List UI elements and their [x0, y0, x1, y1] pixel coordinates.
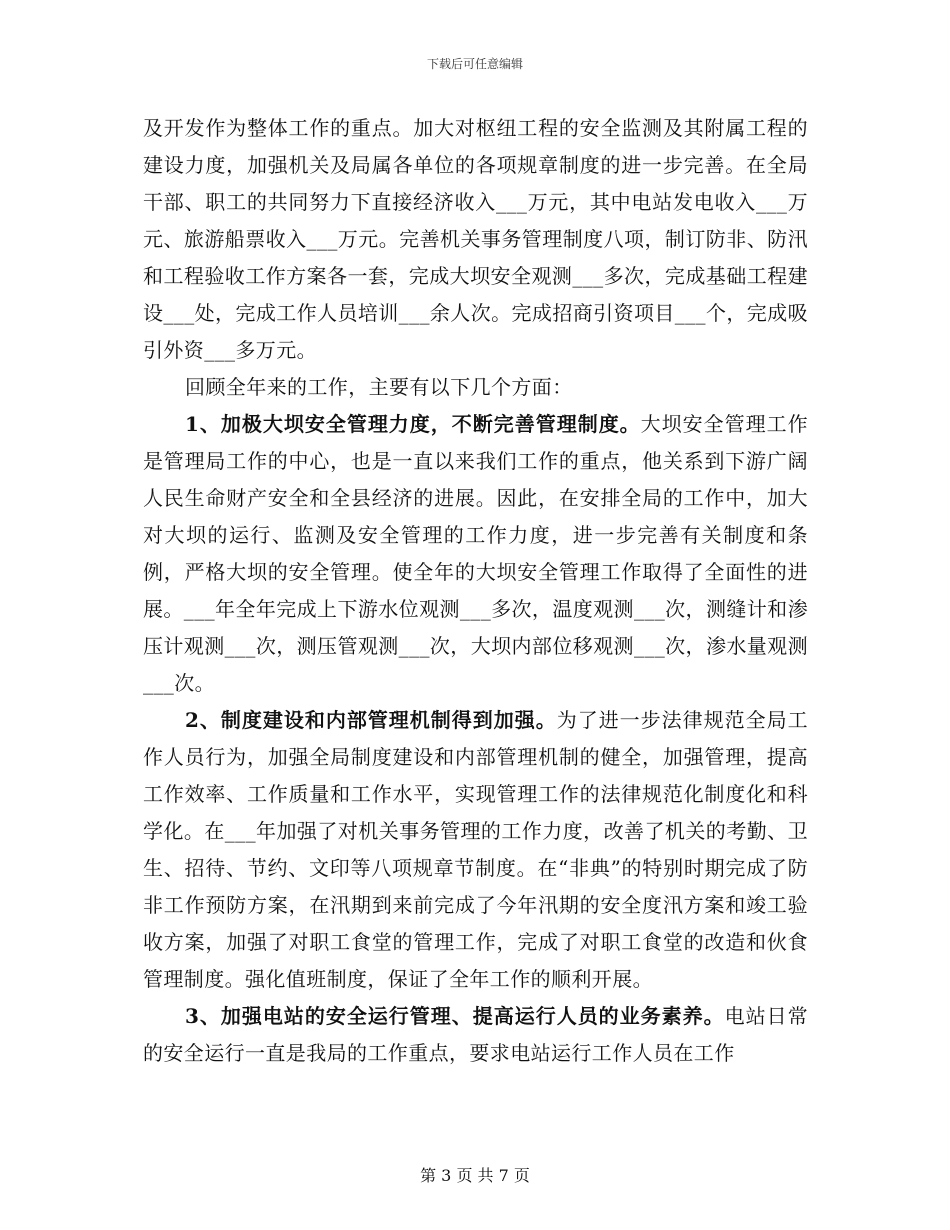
paragraph-text: 及开发作为整体工作的重点。加大对枢纽工程的安全监测及其附属工程的建设力度，加强机关及局属各单位的各项规章制度的进一步完善。在全局干部、职工的共同努力下直接经济收入___万元，其中电站发电收入___万元、旅游船票收入___万元。完善机关事务管理制度八项，制订防非、防汛和工程验收工作方案各一套，完成大坝安全观测___多次，完成基础工程建设___处，完成工作人员培训___余人次。完成招商引资项目___个，完成吸引外资___多万元。: [143, 116, 808, 362]
paragraph-section-3: [143, 998, 808, 1072]
paragraph-section-2: [143, 702, 808, 998]
paragraph-review: [143, 369, 808, 406]
paragraph-text: 回顾全年来的工作，主要有以下几个方面：: [185, 375, 573, 399]
paragraph-text: 大坝安全管理工作是管理局工作的中心，也是一直以来我们工作的重点，他关系到下游广阔人民生命财产安全和全县经济的进展。因此，在安排全局的工作中，加大对大坝的运行、监测及安全管理的工作力度，进一步完善有关制度和条例，严格大坝的安全管理。使全年的大坝安全管理工作取得了全面性的进展。___年全年完成上下游水位观测___多次，温度观测___次，测缝计和渗压计观测___次，测压管观测___次，大坝内部位移观测___次，渗水量观测___次。: [143, 412, 808, 695]
document-body: [143, 110, 808, 1072]
paragraph-text: 电站日常的安全运行一直是我局的工作重点，要求电站运行工作人员在工作: [143, 1004, 808, 1065]
page-number: 第 3 页 共 7 页: [420, 1166, 530, 1185]
paragraph-section-1: [143, 406, 808, 702]
paragraph-text: 为了进一步法律规范全局工作人员行为，加强全局制度建设和内部管理机制的健全，加强管理，提高工作效率、工作质量和工作水平，实现管理工作的法律规范化制度化和科学化。在___年加强了对机关事务管理的工作力度，改善了机关的考勤、卫生、招待、节约、文印等八项规章节制度。在“非典”的特别时期完成了防非工作预防方案，在汛期到来前完成了今年汛期的安全度汛方案和竣工验收方案，加强了对职工食堂的管理工作，完成了对职工食堂的改造和伙食管理制度。强化值班制度，保证了全年工作的顺利开展。: [143, 708, 808, 991]
section-heading: 1、加极大坝安全管理力度，不断完善管理制度。: [185, 412, 641, 436]
paragraph-intro: [143, 110, 808, 369]
page-header: 下载后可任意编辑: [426, 57, 523, 71]
section-heading: 3、加强电站的安全运行管理、提高运行人员的业务素养。: [185, 1004, 725, 1028]
section-heading: 2、制度建设和内部管理机制得到加强。: [185, 708, 557, 732]
